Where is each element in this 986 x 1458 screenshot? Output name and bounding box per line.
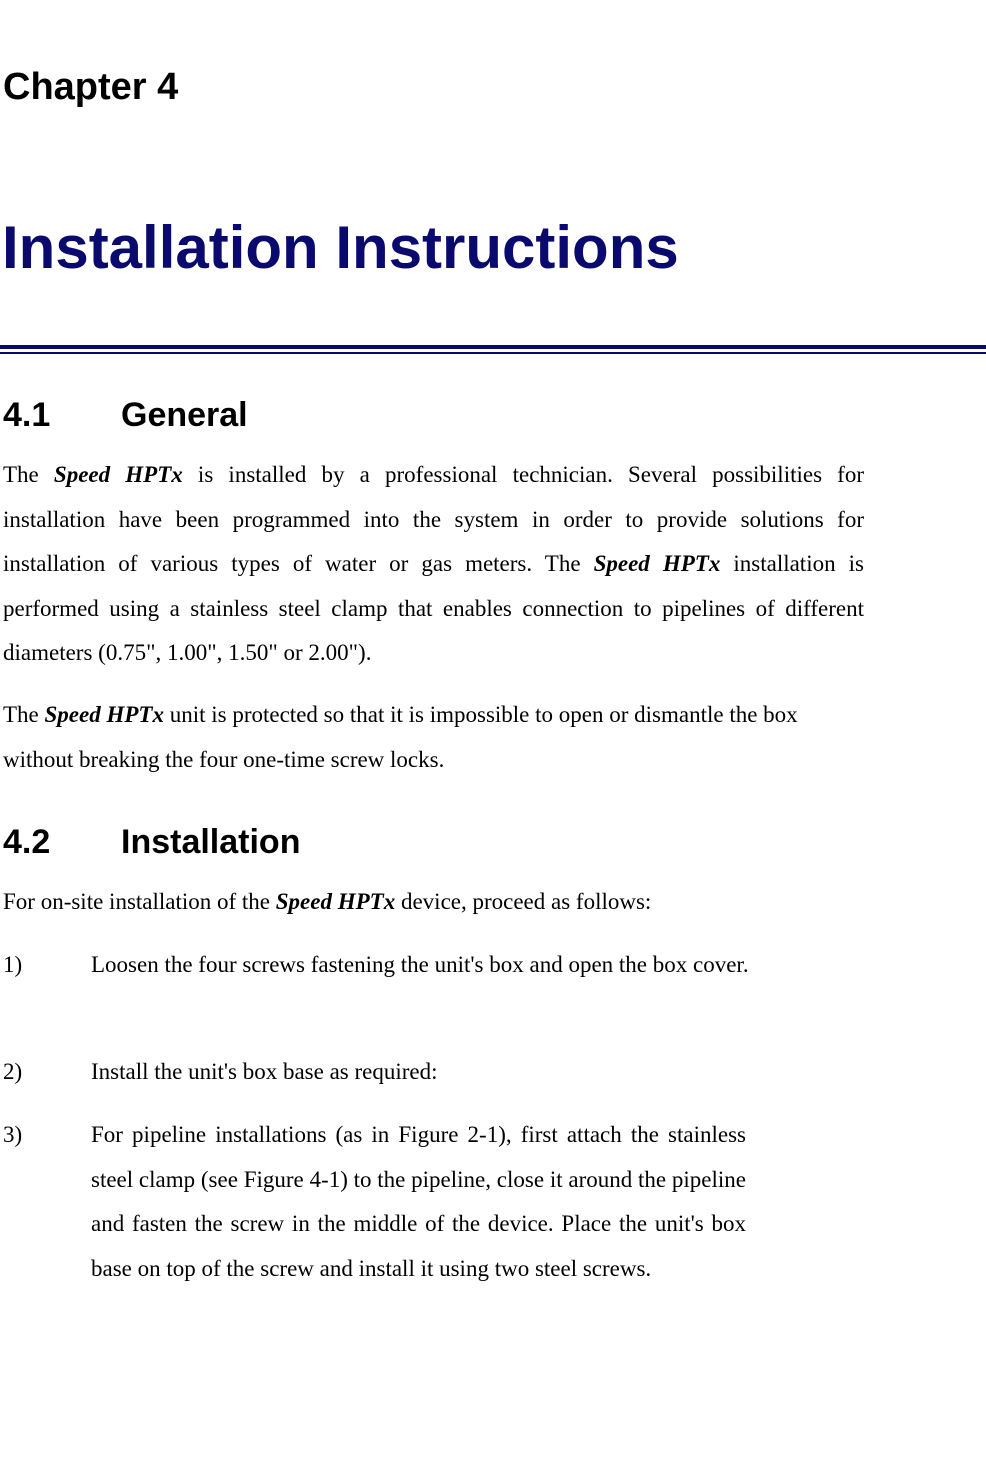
list-item-text: Install the unit's box base as required: <box>91 1059 438 1084</box>
text-run: The <box>3 462 54 487</box>
section-heading-general <box>3 395 248 435</box>
section-number: 4.1 <box>3 396 51 434</box>
list-item-text: Loosen the four screws fastening the unit's box and open the box cover. <box>91 952 749 977</box>
text-run: For on-site installation of the <box>3 889 276 914</box>
title-rule-thin <box>0 352 986 354</box>
text-run: is installed by a professional technician. Several possibilities for installation have been programmed into the system in order to provide solutions for installation of various types of water or gas meters. The <box>3 462 864 576</box>
general-paragraph-1 <box>3 453 864 676</box>
list-marker: 3) <box>3 1122 23 1147</box>
chapter-title: Installation Instructions <box>2 214 679 281</box>
list-item-text: For pipeline installations (as in Figure 2-1), first attach the stainless steel clamp (see Figure 4-1) to the pipeline, close it around the pipeline and fasten the screw in the middle of the device. Place the unit's box base on top of the screw and install it using two steel screws. <box>91 1122 746 1281</box>
section-title: Installation <box>121 823 301 861</box>
text-run: unit is protected so that it is impossible to open or dismantle the box without breaking the four one-time screw locks. <box>3 702 798 772</box>
text-run: installation is performed using a stainless steel clamp that enables connection to pipelines of different diameters (0.75", 1.00", 1.50" or 2.00"). <box>3 551 864 665</box>
product-name: Speed HPTx <box>53 462 183 487</box>
product-name: Speed HPTx <box>275 889 396 914</box>
list-marker: 2) <box>3 1059 23 1084</box>
text-run: The <box>3 702 45 727</box>
product-name: Speed HPTx <box>44 702 164 727</box>
list-marker: 1) <box>3 952 23 977</box>
section-number: 4.2 <box>3 823 51 861</box>
section-heading-installation <box>3 822 300 862</box>
general-paragraph-2 <box>3 693 843 782</box>
text-run: device, proceed as follows: <box>395 889 652 914</box>
installation-intro <box>3 880 903 925</box>
product-name: Speed HPTx <box>593 551 721 576</box>
section-title: General <box>121 396 248 434</box>
title-rule-thick <box>0 345 986 349</box>
chapter-label: Chapter 4 <box>3 66 179 108</box>
